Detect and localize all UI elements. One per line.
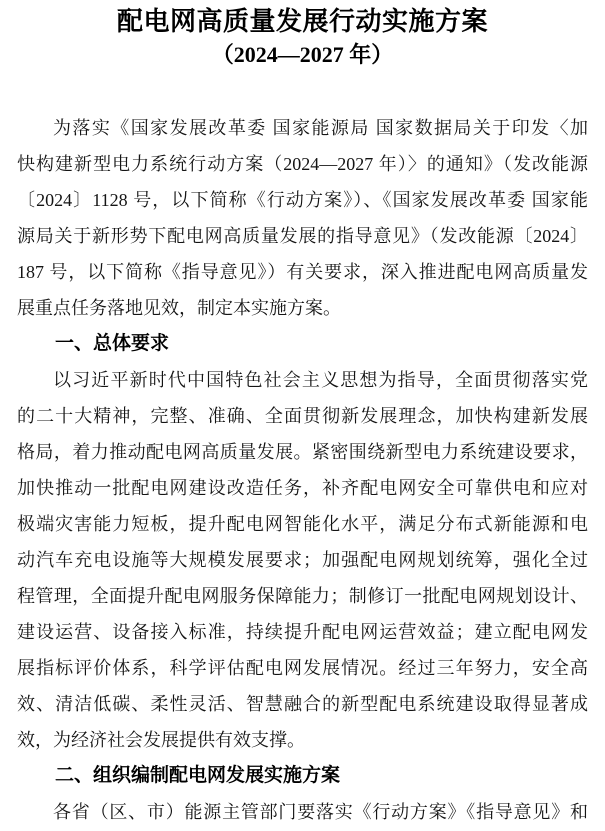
paragraph <box>17 794 588 830</box>
document-title: 配电网高质量发展行动实施方案 <box>116 7 488 36</box>
text-line: 加快推动一批配电网建设改造任务，补齐配电网安全可靠供电和应对 <box>17 478 588 498</box>
text-line: 动汽车充电设施等大规模发展要求；加强配电网规划统筹，强化全过 <box>17 550 588 570</box>
paragraph <box>17 110 588 326</box>
text-line: 效、清洁低碳、柔性灵活、智慧融合的新型配电系统建设取得显著成 <box>17 694 588 714</box>
text-line: 〔2024〕1128 号，以下简称《行动方案》）、《国家发展改革委 国家能 <box>17 190 588 210</box>
text-line: 187 号，以下简称《指导意见》）有关要求，深入推进配电网高质量发 <box>17 262 588 282</box>
text-line: 极端灾害能力短板，提升配电网智能化水平，满足分布式新能源和电 <box>17 514 588 534</box>
section-heading: 一、总体要求 <box>55 333 170 354</box>
text-line: 为落实《国家发展改革委 国家能源局 国家数据局关于印发〈加 <box>53 118 588 138</box>
text-line: 程管理，全面提升配电网服务保障能力；制修订一批配电网规划设计、 <box>17 586 588 606</box>
paragraph <box>17 362 588 758</box>
text-line: 的二十大精神，完整、准确、全面贯彻新发展理念，加快构建新发展 <box>17 406 588 426</box>
text-line: 效，为经济社会发展提供有效支撑。 <box>17 730 305 750</box>
document-subtitle: （2024—2027 年） <box>211 42 394 67</box>
text-line: 展重点任务落地见效，制定本实施方案。 <box>17 298 341 318</box>
text-line: 格局，着力推动配电网高质量发展。紧密围绕新型电力系统建设要求， <box>17 442 588 462</box>
text-line: 展指标评价体系，科学评估配电网发展情况。经过三年努力，安全高 <box>17 658 588 678</box>
text-line: 建设运营、设备接入标准，持续提升配电网运营效益；建立配电网发 <box>17 622 588 642</box>
section-heading: 二、组织编制配电网发展实施方案 <box>55 765 341 786</box>
text-line: 快构建新型电力系统行动方案（2024—2027 年）〉的通知》（发改能源 <box>17 154 588 174</box>
document-body <box>17 110 588 830</box>
text-line: 各省（区、市）能源主管部门要落实《行动方案》《指导意见》和 <box>53 802 588 822</box>
text-line: 以习近平新时代中国特色社会主义思想为指导，全面贯彻落实党 <box>53 370 588 390</box>
text-line: 源局关于新形势下配电网高质量发展的指导意见》（发改能源〔2024〕 <box>17 226 588 246</box>
